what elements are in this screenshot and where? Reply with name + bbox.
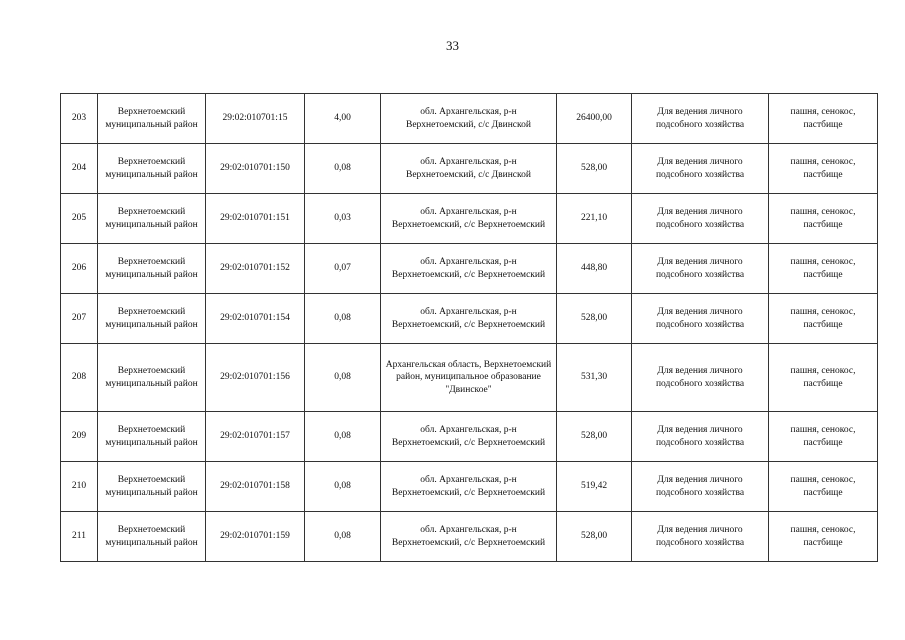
district-cell: Верхнетоемский муниципальный район	[98, 294, 206, 344]
cadastral-value-cell: 528,00	[557, 144, 632, 194]
district-cell: Верхнетоемский муниципальный район	[98, 344, 206, 412]
permitted-use-cell: Для ведения личного подсобного хозяйства	[632, 144, 769, 194]
area-cell: 0,08	[305, 344, 381, 412]
row-number-cell: 203	[61, 94, 98, 144]
cadastral-number-cell: 29:02:010701:150	[206, 144, 305, 194]
location-cell: обл. Архангельская, р-н Верхнетоемский, с/с Двинской	[381, 94, 557, 144]
cadastral-number-cell: 29:02:010701:152	[206, 244, 305, 294]
area-cell: 0,08	[305, 462, 381, 512]
table-row	[61, 194, 878, 244]
area-cell: 0,08	[305, 412, 381, 462]
district-cell: Верхнетоемский муниципальный район	[98, 412, 206, 462]
permitted-use-cell: Для ведения личного подсобного хозяйства	[632, 412, 769, 462]
table-row	[61, 462, 878, 512]
permitted-use-cell: Для ведения личного подсобного хозяйства	[632, 344, 769, 412]
cadastral-value-cell: 448,80	[557, 244, 632, 294]
cadastral-number-cell: 29:02:010701:15	[206, 94, 305, 144]
cadastral-value-cell: 528,00	[557, 412, 632, 462]
table-row	[61, 244, 878, 294]
area-cell: 0,08	[305, 294, 381, 344]
location-cell: обл. Архангельская, р-н Верхнетоемский, с/с Двинской	[381, 144, 557, 194]
land-category-cell: пашня, сенокос, пастбище	[769, 344, 878, 412]
table-row	[61, 412, 878, 462]
district-cell: Верхнетоемский муниципальный район	[98, 94, 206, 144]
district-cell: Верхнетоемский муниципальный район	[98, 462, 206, 512]
land-plots-table	[60, 93, 878, 562]
cadastral-number-cell: 29:02:010701:156	[206, 344, 305, 412]
district-cell: Верхнетоемский муниципальный район	[98, 244, 206, 294]
district-cell: Верхнетоемский муниципальный район	[98, 512, 206, 562]
table-body	[61, 94, 878, 562]
permitted-use-cell: Для ведения личного подсобного хозяйства	[632, 194, 769, 244]
cadastral-number-cell: 29:02:010701:154	[206, 294, 305, 344]
location-cell: обл. Архангельская, р-н Верхнетоемский, с/с Верхнетоемский	[381, 294, 557, 344]
area-cell: 4,00	[305, 94, 381, 144]
row-number-cell: 210	[61, 462, 98, 512]
area-cell: 0,08	[305, 144, 381, 194]
row-number-cell: 204	[61, 144, 98, 194]
district-cell: Верхнетоемский муниципальный район	[98, 194, 206, 244]
table-row	[61, 294, 878, 344]
table-row	[61, 512, 878, 562]
table-row	[61, 144, 878, 194]
cadastral-value-cell: 528,00	[557, 512, 632, 562]
area-cell: 0,07	[305, 244, 381, 294]
row-number-cell: 205	[61, 194, 98, 244]
location-cell: обл. Архангельская, р-н Верхнетоемский, с/с Верхнетоемский	[381, 194, 557, 244]
row-number-cell: 207	[61, 294, 98, 344]
permitted-use-cell: Для ведения личного подсобного хозяйства	[632, 244, 769, 294]
area-cell: 0,03	[305, 194, 381, 244]
cadastral-number-cell: 29:02:010701:159	[206, 512, 305, 562]
table-row	[61, 344, 878, 412]
location-cell: обл. Архангельская, р-н Верхнетоемский, с/с Верхнетоемский	[381, 512, 557, 562]
land-category-cell: пашня, сенокос, пастбище	[769, 512, 878, 562]
land-category-cell: пашня, сенокос, пастбище	[769, 194, 878, 244]
location-cell: обл. Архангельская, р-н Верхнетоемский, с/с Верхнетоемский	[381, 244, 557, 294]
page-number: 33	[446, 38, 459, 53]
cadastral-value-cell: 531,30	[557, 344, 632, 412]
location-cell: Архангельская область, Верхнетоемский район, муниципальное образование "Двинское"	[381, 344, 557, 412]
area-cell: 0,08	[305, 512, 381, 562]
row-number-cell: 211	[61, 512, 98, 562]
land-category-cell: пашня, сенокос, пастбище	[769, 294, 878, 344]
location-cell: обл. Архангельская, р-н Верхнетоемский, с/с Верхнетоемский	[381, 462, 557, 512]
district-cell: Верхнетоемский муниципальный район	[98, 144, 206, 194]
row-number-cell: 209	[61, 412, 98, 462]
cadastral-number-cell: 29:02:010701:158	[206, 462, 305, 512]
cadastral-value-cell: 221,10	[557, 194, 632, 244]
row-number-cell: 206	[61, 244, 98, 294]
cadastral-number-cell: 29:02:010701:151	[206, 194, 305, 244]
land-category-cell: пашня, сенокос, пастбище	[769, 244, 878, 294]
cadastral-value-cell: 528,00	[557, 294, 632, 344]
cadastral-value-cell: 519,42	[557, 462, 632, 512]
permitted-use-cell: Для ведения личного подсобного хозяйства	[632, 94, 769, 144]
table-row	[61, 94, 878, 144]
cadastral-value-cell: 26400,00	[557, 94, 632, 144]
land-category-cell: пашня, сенокос, пастбище	[769, 94, 878, 144]
permitted-use-cell: Для ведения личного подсобного хозяйства	[632, 512, 769, 562]
land-category-cell: пашня, сенокос, пастбище	[769, 462, 878, 512]
location-cell: обл. Архангельская, р-н Верхнетоемский, с/с Верхнетоемский	[381, 412, 557, 462]
land-category-cell: пашня, сенокос, пастбище	[769, 412, 878, 462]
cadastral-number-cell: 29:02:010701:157	[206, 412, 305, 462]
land-category-cell: пашня, сенокос, пастбище	[769, 144, 878, 194]
row-number-cell: 208	[61, 344, 98, 412]
permitted-use-cell: Для ведения личного подсобного хозяйства	[632, 294, 769, 344]
permitted-use-cell: Для ведения личного подсобного хозяйства	[632, 462, 769, 512]
